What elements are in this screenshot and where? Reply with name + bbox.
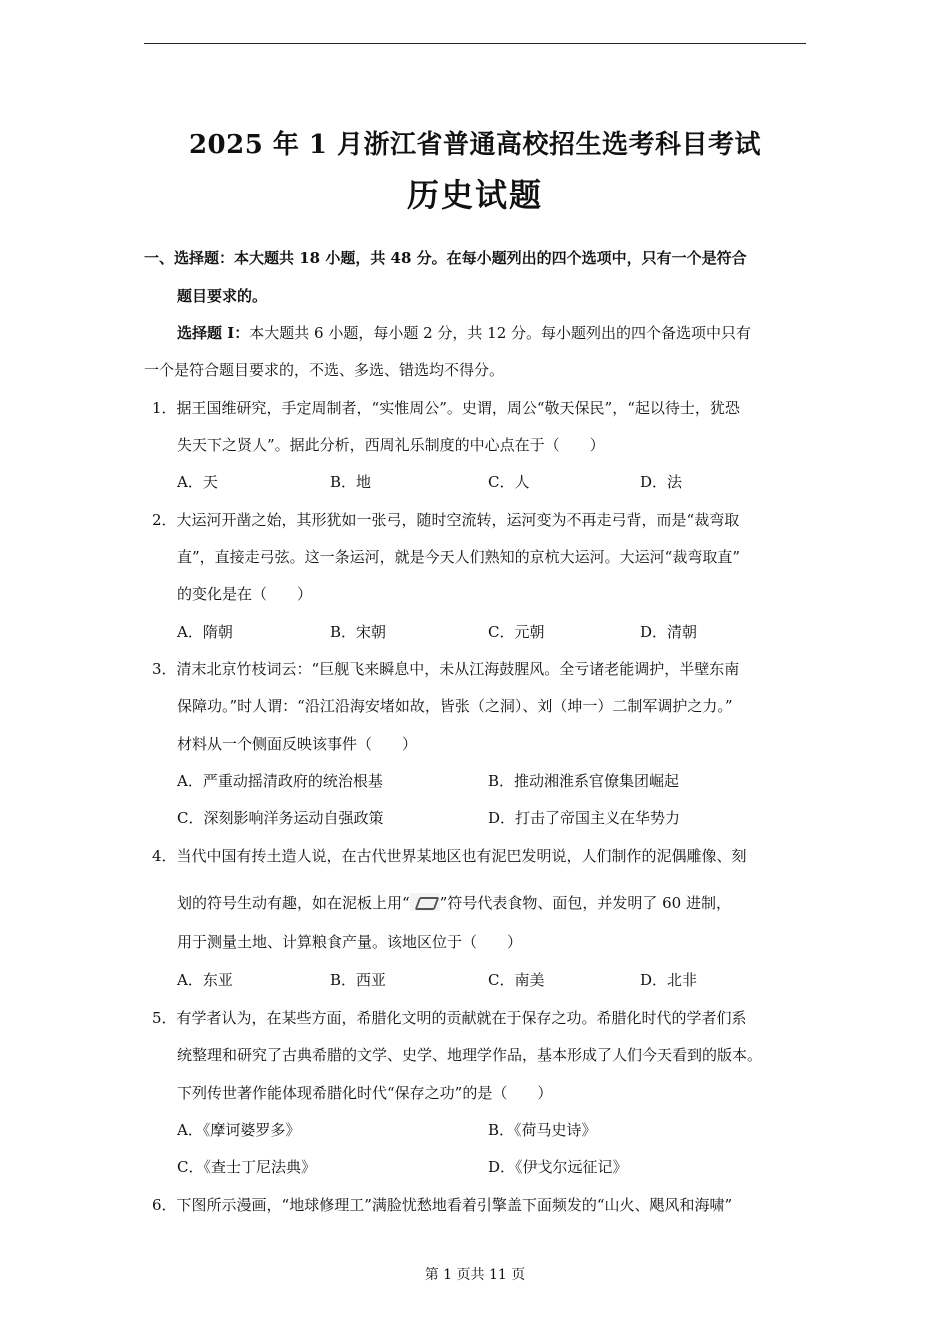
exam-title: 2025 年 1 月浙江省普通高校招生选考科目考试 — [188, 130, 762, 160]
cuneiform-symbol-icon — [410, 893, 440, 911]
sub-text: 本大题共 6 小题，每小题 2 分，共 12 分。每小题列出的四个备选项中只有 — [249, 324, 752, 342]
question-2-line-3: 的变化是在（ ） — [177, 585, 313, 603]
page-number: 第 1 页共 11 页 — [424, 1267, 526, 1283]
question-2-line-1: 2．大运河开凿之始，其形犹如一张弓，随时空流转，运河变为不再走弓背，而是“裁弯取 — [152, 511, 740, 529]
q4-option-a: A．东亚 — [177, 971, 233, 989]
sub-label: 选择题 I： — [177, 324, 250, 342]
q4-text-before-symbol: 划的符号生动有趣，如在泥板上用“ — [177, 894, 410, 912]
q2-option-c: C．元朝 — [488, 623, 545, 641]
q4-option-c: C．南美 — [488, 971, 545, 989]
q1-option-b: B．地 — [330, 473, 372, 491]
question-3-line-1: 3．清末北京竹枝词云：“巨舰飞来瞬息中，未从江海鼓腥风。全亏诸老能调护，半壁东南 — [152, 660, 740, 678]
q5-option-a: A．《摩诃婆罗多》 — [177, 1121, 301, 1139]
question-1-line-1: 1．据王国维研究，手定周制者，“实惟周公”。史谓，周公“敬天保民”，“起以待士，犹恐 — [152, 399, 740, 417]
q4-text-after-symbol: ”符号代表食物、面包，并发明了 60 进制， — [439, 894, 731, 912]
section-heading-cont: 题目要求的。 — [177, 287, 268, 305]
q3-option-d: D．打击了帝国主义在华势力 — [488, 809, 681, 827]
q1-option-d: D．法 — [640, 473, 683, 491]
q5-option-b: B．《荷马史诗》 — [488, 1121, 597, 1139]
q2-option-b: B．宋朝 — [330, 623, 387, 641]
q4-option-d: D．北非 — [640, 971, 698, 989]
header-rule — [144, 43, 806, 44]
question-5-line-2: 统整理和研究了古典希腊的文学、史学、地理学作品，基本形成了人们今天看到的版本。 — [177, 1046, 763, 1064]
question-4-line-2 — [177, 893, 731, 913]
question-5-line-3: 下列传世著作能体现希腊化时代“保存之功”的是（ ） — [177, 1084, 553, 1102]
q1-option-a: A．天 — [177, 473, 218, 491]
subject-title: 历史试题 — [406, 176, 543, 214]
question-5-line-1: 5．有学者认为，在某些方面，希腊化文明的贡献就在于保存之功。希腊化时代的学者们系 — [152, 1009, 747, 1027]
question-2-line-2: 直”，直接走弓弦。这一条运河，就是今天人们熟知的京杭大运河。大运河“裁弯取直” — [177, 548, 741, 566]
q2-option-a: A．隋朝 — [177, 623, 233, 641]
sub-instruction-cont: 一个是符合题目要求的，不选、多选、错选均不得分。 — [144, 361, 505, 379]
q2-option-d: D．清朝 — [640, 623, 698, 641]
question-3-line-3: 材料从一个侧面反映该事件（ ） — [177, 735, 418, 753]
question-4-line-3: 用于测量土地、计算粮食产量。该地区位于（ ） — [177, 933, 523, 951]
q3-option-c: C．深刻影响洋务运动自强政策 — [177, 809, 384, 827]
q5-option-d: D．《伊戈尔远征记》 — [488, 1158, 628, 1176]
question-6-line-1: 6．下图所示漫画，“地球修理工”满脸忧愁地看着引擎盖下面频发的“山火、飓风和海啸” — [152, 1196, 733, 1214]
q3-option-a: A．严重动摇清政府的统治根基 — [177, 772, 383, 790]
question-4-line-1: 4．当代中国有抟土造人说，在古代世界某地区也有泥巴发明说，人们制作的泥偶雕像、刻 — [152, 847, 747, 865]
question-1-line-2: 失天下之贤人”。据此分析，西周礼乐制度的中心点在于（ ） — [177, 436, 605, 454]
q1-option-c: C．人 — [488, 473, 530, 491]
sub-instruction — [177, 323, 751, 343]
section-heading: 一、选择题：本大题共 18 小题，共 48 分。在每小题列出的四个选项中，只有一个是符合 — [144, 249, 747, 267]
q4-option-b: B．西亚 — [330, 971, 387, 989]
q3-option-b: B．推动湘淮系官僚集团崛起 — [488, 772, 680, 790]
question-3-line-2: 保障功。”时人谓：“沿江沿海安堵如故，皆张（之洞）、刘（坤一）二制军调护之力。” — [177, 697, 733, 715]
q5-option-c: C．《查士丁尼法典》 — [177, 1158, 316, 1176]
